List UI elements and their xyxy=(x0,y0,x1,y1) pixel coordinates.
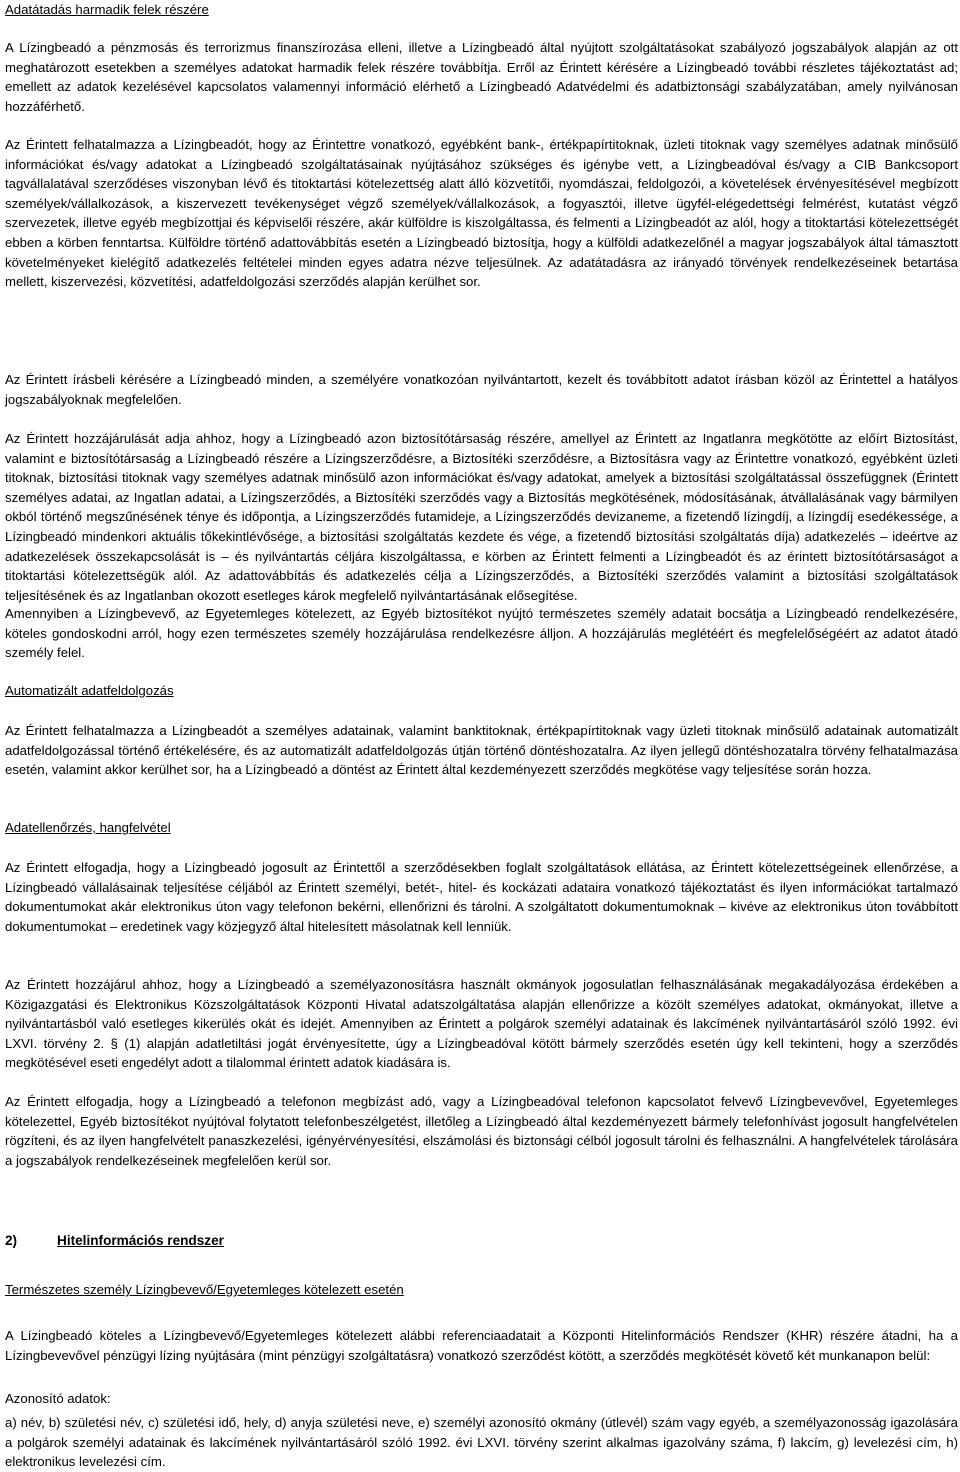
heading-data-check-recording: Adatellenőrzés, hangfelvétel xyxy=(5,820,171,835)
paragraph-third-party-transfer: A Lízingbeadó a pénzmosás és terrorizmus finanszírozása elleni, illetve a Lízingbeadó által nyújtott szolgáltatásokat szabályozó jogszabályok alapján az ott meghatározott esetekben a személyes adatokat harmadik felek részére továbbítja. Erről az Érintett kérésére a Lízingbeadó további részletes tájékoztatást ad; emellett az adatok kezelésével kapcsolatos valamennyi információ elérhető a Lízingbeadó Adatvédelmi és adatbiztonsági szabályzatában, amely nyilvánosan hozzáférhető. xyxy=(5,40,958,114)
label-identification-data: Azonosító adatok: xyxy=(5,1391,111,1406)
paragraph-automated-processing: Az Érintett felhatalmazza a Lízingbeadót a személyes adatainak, valamint banktitoknak, értékpapírtitoknak vagy üzleti titoknak minősülő adatainak automatizált adatfeldolgozással történő értékelésére, és az automatizált adatfeldolgozás útján történő döntéshozatalra. Az ilyen jellegű döntéshozatalra törvény felhatalmazása esetén, valamint akkor kerülhet sor, ha a Lízingbeadó a döntést az Érintett által kezdeményezett szerződés megkötése vagy teljesítése során hozza. xyxy=(5,723,958,778)
paragraph-identification-list: a) név, b) születési név, c) születési idő, hely, d) anyja születési neve, e) személyi azonosító okmány (útlevél) szám vagy egyéb, a személyazonosság igazolására a polgárok személyi adatainak és lakcímének nyilvántartásáról szóló 1992. évi LXVI. törvény szerint alkalmas igazolvány száma, f) lakcím, g) levelezési cím, h) elektronikus levelezési cím. xyxy=(5,1415,958,1470)
paragraph-natural-person-consent: Amennyiben a Lízingbevevő, az Egyetemleges kötelezett, az Egyéb biztosítékot nyújtó természetes személy adatait bocsátja a Lízingbeadó rendelkezésére, köteles gondoskodni arról, hogy ezen természetes személy hozzájárulása rendelkezésre álljon. A hozzájárulás meglétéért és megfelelőségéért az adatot átadó személy felel. xyxy=(5,606,958,661)
section-heading-credit-info xyxy=(5,1231,224,1251)
paragraph-written-request: Az Érintett írásbeli kérésére a Lízingbeadó minden, a személyére vonatkozóan nyilvántartott, kezelt és továbbított adatot írásban közöl az Érintettel a hatályos jogszabályoknak megfelelően. xyxy=(5,372,958,407)
paragraph-insurance-consent: Az Érintett hozzájárulását adja ahhoz, hogy a Lízingbeadó azon biztosítótársaság részére, amellyel az Érintett az Ingatlanra megkötötte az előírt Biztosítást, valamint e biztosítótársaság a Lízingbeadó részére a Lízingszerződésre, a Biztosítéki szerződésre, a Biztosításra vagy az Érintettre vonatkozó, egyébként üzleti titoknak, biztosítási titoknak vagy személyes adatnak minősülő azon információkat és/vagy adatokat, amelyek a biztosítási szolgáltatással összefüggnek (Érintett személyes adatai, az Ingatlan adatai, a Lízingszerződés, a Biztosítéki szerződés vagy a Biztosítás megkötésének, módosításának, átvállalásának vagy bármilyen okból történő megszűnésének ténye és időpontja, a Lízingszerződés futamideje, a Lízingszerződés devizaneme, a fizetendő lízingdíj, a lízingdíj esedékessége, a Lízingbeadó mindenkori aktuális tőkekintlévősége, a biztosítási szolgáltatás kezdete és vége, a fizetendő biztosítási szolgáltatás díja) adatkezelés – ideértve az adatkezelések összekapcsolását is – és nyilvántartás céljára kiszolgáltassa, e körben az Érintett felmenti a Lízingbeadót és az érintett biztosítótársaságot a titoktartási kötelezettségük alól. Az adattovábbítás és adatkezelés célja a Lízingszerződés, a Biztosítéki szerződés valamint a biztosítási szolgáltatások teljesítésének és az Ingatlanban okozott esetleges károk megfelelő nyilvántartásának elősegítése. xyxy=(5,431,958,603)
section-title: Hitelinformációs rendszer xyxy=(57,1233,224,1248)
heading-natural-person-lessee: Természetes személy Lízingbevevő/Egyetemleges kötelezett esetén xyxy=(5,1282,404,1297)
heading-third-party-transfer: Adatátadás harmadik felek részére xyxy=(5,2,209,17)
heading-automated-processing: Automatizált adatfeldolgozás xyxy=(5,683,174,698)
paragraph-voice-recording: Az Érintett elfogadja, hogy a Lízingbeadó a telefonon megbízást adó, vagy a Lízingbeadóval telefonon kapcsolatot felvevő Lízingbevevővel, Egyetemleges kötelezettel, Egyéb biztosítékot nyújtóval folytatott telefonbeszélgetést, illetőleg a Lízingbeadó által kezdeményezett bármely telefonhívást jogosult hangfelvételen rögzíteni, és az ilyen hangfelvételt panaszkezelési, igényérvényesítési, elszámolási és biztonsági célból jogosult tárolni és felhasználni. A hangfelvételek tárolására a jogszabályok rendelkezéseinek megfelelően kerül sor. xyxy=(5,1094,958,1168)
paragraph-data-check: Az Érintett elfogadja, hogy a Lízingbeadó jogosult az Érintettől a szerződésekben foglalt szolgáltatások ellátása, az Érintett kötelezettségeinek ellenőrzése, a Lízingbeadó vállalásainak teljesítése céljából az Érintett személyi, betét-, hitel- és kockázati adataira vonatkozó tájékoztatást és ilyen információkat tartalmazó dokumentumokat akár elektronikus úton vagy telefonon bekérni, ellenőrizni és tárolni. A szolgáltatott dokumentumoknak – kivéve az elektronikus úton továbbított dokumentumokat – eredetinek vagy közjegyző által hitelesített másolatnak kell lenniük. xyxy=(5,860,958,934)
section-number: 2) xyxy=(5,1233,18,1248)
paragraph-khr-reporting: A Lízingbeadó köteles a Lízingbevevő/Egyetemleges kötelezett alábbi referenciaadatait a Központi Hitelinformációs Rendszer (KHR) részére átadni, ha a Lízingbevevővel pénzügyi lízing nyújtására (mint pénzügyi szolgáltatásra) vonatkozó szerződést kötött, a szerződés megkötését követő két munkanapon belül: xyxy=(5,1328,958,1363)
paragraph-id-verification: Az Érintett hozzájárul ahhoz, hogy a Lízingbeadó a személyazonosításra használt okmányok jogosulatlan felhasználásának megakadályozása érdekében a Közigazgatási és Elektronikus Közszolgáltatások Központi Hivatal adatszolgáltatása alapján ellenőrizze a közölt személyes adatokat, okmányokat, illetve a nyilvántartásból való esetleges kikerülés okát és idejét. Amennyiben az Érintett a polgárok személyi adatainak és lakcímének nyilvántartásáról szóló 1992. évi LXVI. törvény 2. § (1) alapján adatletiltási jogát érvényesítette, úgy a Lízingbeadóval kötött bármely szerződés esetén úgy kell tekinteni, hogy a szerződés megkötésével eseti engedélyt adott a tilalommal érintett adatok kiadására is. xyxy=(5,977,958,1071)
paragraph-authorization: Az Érintett felhatalmazza a Lízingbeadót, hogy az Érintettre vonatkozó, egyébként bank-, értékpapírtitoknak, üzleti titoknak vagy személyes adatnak minősülő információkat és/vagy adatokat a Lízingbeadó szolgáltatásainak nyújtásához szükséges és igénybe vett, a Lízingbeadóval és/vagy a CIB Bankcsoport tagvállalatával szerződéses viszonyban lévő és titoktartási kötelezettség alatt álló közvetítői, nyomdászai, feldolgozói, a követelések érvényesítésével megbízott személyek/vállalkozások, a kiszervezett tevékenységet végző személyek/vállalkozások, a fogyasztói, illetve ügyfél-elégedettségi felmérést, kutatást végző szervezetek, illetve egyéb megbízottjai és képviselői részére, akár külföldre is kiszolgáltassa, és felmenti a Lízingbeadót az alól, hogy a titoktartási kötelezettségét ebben a körben fenntartsa. Külföldre történő adattovábbítás esetén a Lízingbeadó biztosítja, hogy a külföldi adatkezelőnél a magyar jogszabályok által támasztott követelményeket kielégítő adatkezelés feltételei minden egyes adatra nézve teljesülnek. Az adatátadásra az irányadó törvények rendelkezéseinek betartása mellett, kiszervezési, közvetítési, adatfeldolgozási szerződés alapján kerülhet sor. xyxy=(5,137,958,290)
